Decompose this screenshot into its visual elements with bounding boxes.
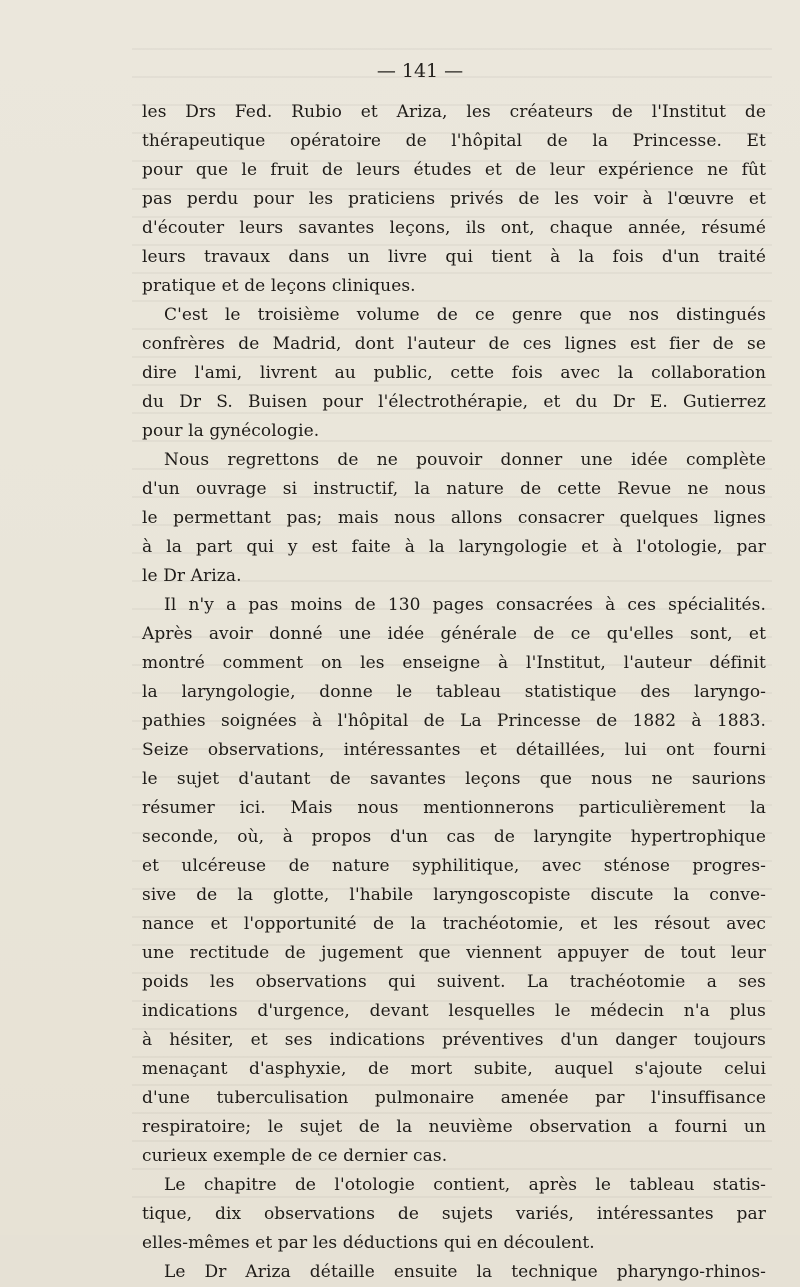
text-line: Nous regrettons de ne pouvoir donner une idée complète <box>164 450 766 470</box>
text-line: Seize observations, intéressantes et détaillées, lui ont fourni <box>142 740 766 760</box>
text-line: Après avoir donné une idée générale de ce qu'elles sont, et <box>142 624 766 644</box>
body-text <box>142 98 766 1287</box>
paragraph-3 <box>142 446 766 591</box>
text-line: du Dr S. Buisen pour l'électrothérapie, et du Dr E. Gutierrez <box>142 392 766 412</box>
text-line: pathies soignées à l'hôpital de La Princesse de 1882 à 1883. <box>142 711 766 731</box>
paragraph-6 <box>142 1258 766 1287</box>
text-line: résumer ici. Mais nous mentionnerons particulièrement la <box>142 798 766 818</box>
text-line: Il n'y a pas moins de 130 pages consacrées à ces spécialités. <box>164 595 766 615</box>
text-line: la laryngologie, donne le tableau statistique des laryngo- <box>142 682 766 702</box>
text-line: d'une tuberculisation pulmonaire amenée par l'insuffisance <box>142 1088 766 1108</box>
text-line: d'écouter leurs savantes leçons, ils ont, chaque année, résumé <box>142 218 766 238</box>
text-line: pas perdu pour les praticiens privés de les voir à l'œuvre et <box>142 189 766 209</box>
text-line: à la part qui y est faite à la laryngologie et à l'otologie, par <box>142 537 766 557</box>
text-line: seconde, où, à propos d'un cas de laryngite hypertrophique <box>142 827 766 847</box>
text-line: thérapeutique opératoire de l'hôpital de la Princesse. Et <box>142 131 766 151</box>
paragraph-5 <box>142 1171 766 1258</box>
text-line: pour la gynécologie. <box>142 421 320 441</box>
text-line: menaçant d'asphyxie, de mort subite, auquel s'ajoute celui <box>142 1059 766 1079</box>
paragraph-2 <box>142 301 766 446</box>
text-line: le permettant pas; mais nous allons consacrer quelques lignes <box>142 508 766 528</box>
text-line: curieux exemple de ce dernier cas. <box>142 1146 448 1166</box>
text-line: C'est le troisième volume de ce genre que nos distingués <box>164 305 766 325</box>
text-line: sive de la glotte, l'habile laryngoscopiste discute la conve- <box>142 885 766 905</box>
text-line: nance et l'opportunité de la trachéotomie, et les résout avec <box>142 914 766 934</box>
text-line: une rectitude de jugement que viennent appuyer de tout leur <box>142 943 766 963</box>
text-line: indications d'urgence, devant lesquelles le médecin n'a plus <box>142 1001 766 1021</box>
text-line: leurs travaux dans un livre qui tient à la fois d'un traité <box>142 247 766 267</box>
paragraph-1 <box>142 98 766 301</box>
text-line: et ulcéreuse de nature syphilitique, avec sténose progres- <box>142 856 766 876</box>
text-line: pour que le fruit de leurs études et de leur expérience ne fût <box>142 160 766 180</box>
text-line: confrères de Madrid, dont l'auteur de ces lignes est fier de se <box>142 334 766 354</box>
text-line: poids les observations qui suivent. La trachéotomie a ses <box>142 972 766 992</box>
text-line: dire l'ami, livrent au public, cette fois avec la collaboration <box>142 363 766 383</box>
text-line: elles-mêmes et par les déductions qui en découlent. <box>142 1233 595 1253</box>
paragraph-4 <box>142 591 766 1171</box>
text-line: le sujet d'autant de savantes leçons que nous ne saurions <box>142 769 766 789</box>
text-line: tique, dix observations de sujets variés, intéressantes par <box>142 1204 766 1224</box>
text-line: d'un ouvrage si instructif, la nature de cette Revue ne nous <box>142 479 766 499</box>
text-line: Le chapitre de l'otologie contient, après le tableau statis- <box>164 1175 766 1195</box>
text-line: à hésiter, et ses indications préventives d'un danger toujours <box>142 1030 766 1050</box>
text-line: montré comment on les enseigne à l'Institut, l'auteur définit <box>142 653 766 673</box>
text-line: respiratoire; le sujet de la neuvième observation a fourni un <box>142 1117 766 1137</box>
text-line: Le Dr Ariza détaille ensuite la technique pharyngo-rhinos- <box>164 1262 766 1282</box>
text-line: le Dr Ariza. <box>142 566 242 586</box>
text-line: les Drs Fed. Rubio et Ariza, les créateurs de l'Institut de <box>142 102 766 122</box>
page-number: — 141 — <box>376 60 464 82</box>
text-line: pratique et de leçons cliniques. <box>142 276 416 296</box>
